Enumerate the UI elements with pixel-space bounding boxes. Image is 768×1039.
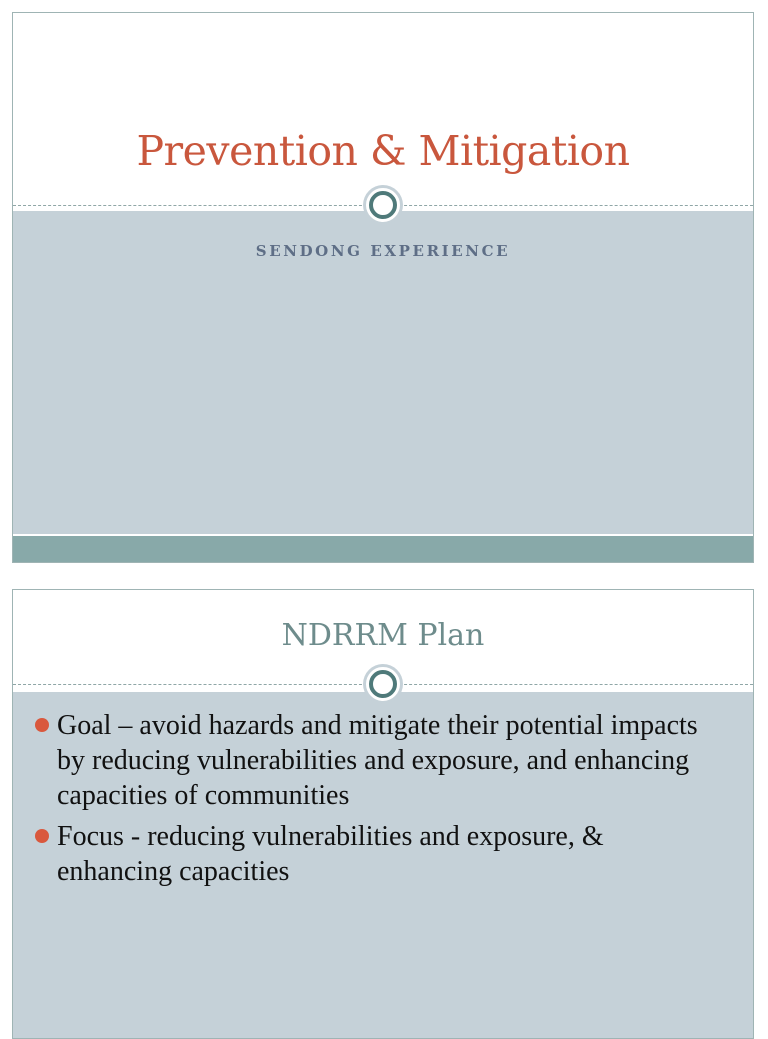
slide-subtitle: SENDONG EXPERIENCE <box>255 242 511 260</box>
slide-title: Prevention & Mitigation <box>136 127 630 175</box>
footer-band <box>13 536 753 562</box>
ring-ornament-icon <box>364 665 402 703</box>
bullet-item <box>35 708 723 813</box>
bullet-text: Goal – avoid hazards and mitigate their potential impacts by reducing vulnerabilities and exposure, and enhancing capacities of communities <box>57 710 698 811</box>
bullet-text: Focus - reducing vulnerabilities and exposure, & enhancing capacities <box>57 821 604 887</box>
slide-1 <box>12 12 754 563</box>
bullet-dot-icon <box>35 829 49 843</box>
bullet-list <box>35 708 723 895</box>
bullet-item <box>35 819 723 889</box>
bullet-dot-icon <box>35 718 49 732</box>
ring-ornament-icon <box>364 186 402 224</box>
slide-2 <box>12 589 754 1039</box>
slide-title: NDRRM Plan <box>281 618 485 653</box>
